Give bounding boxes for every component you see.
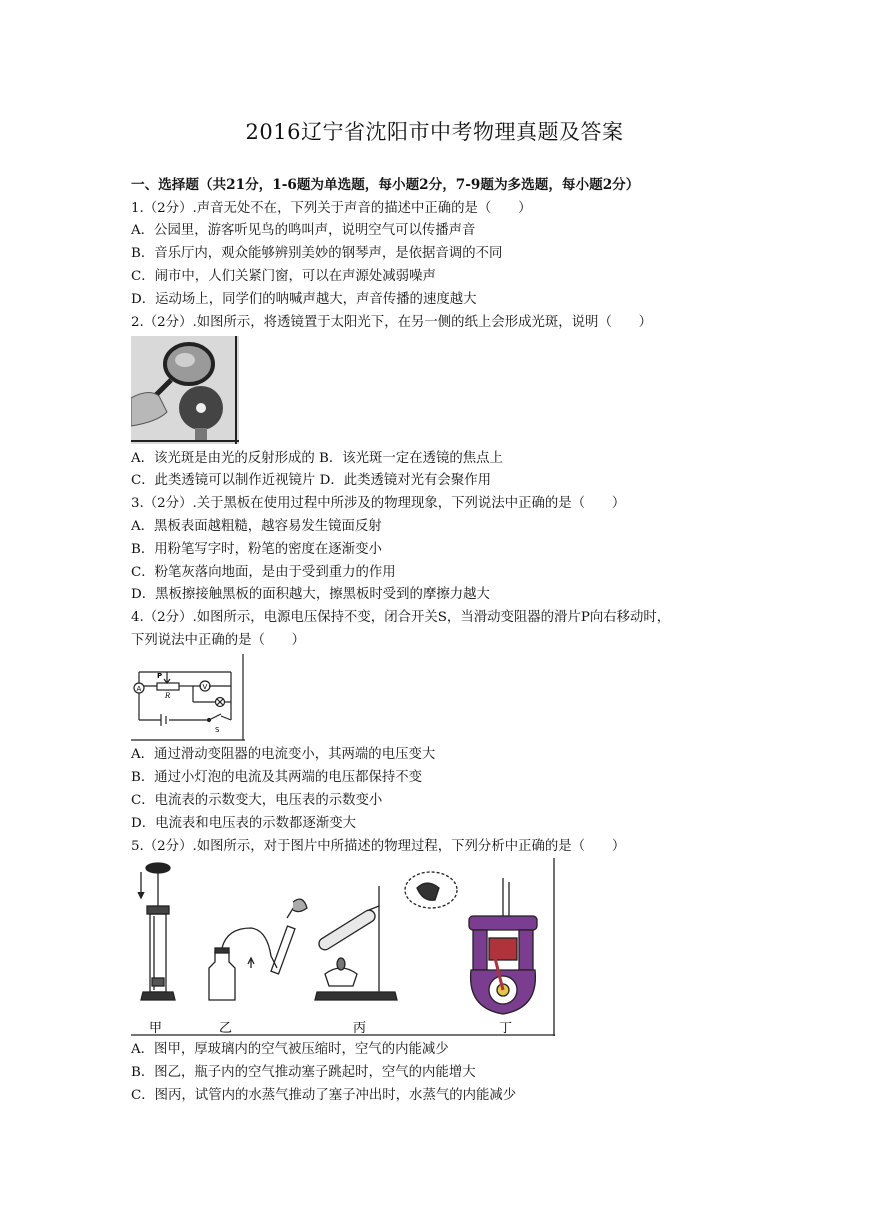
question-3-stem: 3.（2分）.关于黑板在使用过程中所涉及的物理现象，下列说法中正确的是（ ） bbox=[131, 496, 626, 511]
question-3-option-d: D．黑板擦接触黑板的面积越大，擦黑板时受到的摩擦力越大 bbox=[131, 587, 490, 602]
question-5-option-a: A．图甲，厚玻璃内的空气被压缩时，空气的内能减少 bbox=[131, 1042, 449, 1057]
question-2-options-ab: A．该光斑是由光的反射形成的 B．该光斑一定在透镜的焦点上 bbox=[131, 451, 503, 466]
question-1-option-d: D．运动场上，同学们的呐喊声越大，声音传播的速度越大 bbox=[131, 292, 477, 307]
switch-label: S bbox=[215, 726, 220, 734]
question-5-stem: 5.（2分）.如图所示，对于图片中所描述的物理过程，下列分析中正确的是（ ） bbox=[131, 839, 626, 854]
question-2-stem: 2.（2分）.如图所示，将透镜置于太阳光下，在另一侧的纸上会形成光斑，说明（ ） bbox=[131, 315, 653, 330]
question-1-option-a: A．公园里，游客听见鸟的鸣叫声，说明空气可以传播声音 bbox=[131, 223, 476, 238]
question-4-stem-line2: 下列说法中正确的是（ ） bbox=[131, 633, 306, 648]
question-3-option-b: B．用粉笔写字时，粉笔的密度在逐渐变小 bbox=[131, 542, 382, 557]
question-5-option-b: B．图乙，瓶子内的空气推动塞子跳起时，空气的内能增大 bbox=[131, 1065, 476, 1080]
question-3-option-c: C．粉笔灰落向地面，是由于受到重力的作用 bbox=[131, 565, 396, 580]
lens-sunlight-figure bbox=[131, 336, 239, 444]
thermal-process-figure bbox=[131, 858, 557, 1038]
question-1-option-b: B．音乐厅内，观众能够辨别美妙的钢琴声，是依据音调的不同 bbox=[131, 246, 503, 261]
question-1-option-c: C．闹市中，人们关紧门窗，可以在声源处减弱噪声 bbox=[131, 269, 436, 284]
question-3-option-a: A．黑板表面越粗糙，越容易发生镜面反射 bbox=[131, 519, 382, 534]
circuit-diagram bbox=[131, 654, 247, 742]
question-5-option-c: C．图丙，试管内的水蒸气推动了塞子冲出时，水蒸气的内能减少 bbox=[131, 1088, 517, 1103]
question-1-stem: 1.（2分）.声音无处不在，下列关于声音的描述中正确的是（ ） bbox=[131, 201, 532, 216]
label-bing: 丙 bbox=[353, 1021, 367, 1036]
label-ding: 丁 bbox=[499, 1021, 513, 1036]
question-4-option-c: C．电流表的示数变大，电压表的示数变小 bbox=[131, 793, 383, 808]
label-yi: 乙 bbox=[219, 1021, 233, 1036]
ammeter-label: A bbox=[136, 685, 142, 693]
question-4-option-d: D．电流表和电压表的示数都逐渐变大 bbox=[131, 816, 356, 831]
section-heading: 一、选择题（共21分，1-6题为单选题，每小题2分，7-9题为多选题，每小题2分） bbox=[131, 177, 640, 193]
question-4-stem-line1: 4.（2分）.如图所示，电源电压保持不变，闭合开关S，当滑动变阻器的滑片P向右移动时， bbox=[131, 610, 671, 625]
question-4-option-b: B．通过小灯泡的电流及其两端的电压都保持不变 bbox=[131, 770, 423, 785]
slider-label: P bbox=[157, 672, 163, 680]
page-title: 2016辽宁省沈阳市中考物理真题及答案 bbox=[245, 120, 624, 144]
question-2-options-cd: C．此类透镜可以制作近视镜片 D．此类透镜对光有会聚作用 bbox=[131, 473, 492, 488]
question-4-option-a: A．通过滑动变阻器的电流变小，其两端的电压变大 bbox=[131, 747, 436, 762]
voltmeter-label: V bbox=[202, 683, 208, 691]
rheostat-label: R bbox=[165, 692, 171, 700]
label-jia: 甲 bbox=[149, 1021, 163, 1036]
